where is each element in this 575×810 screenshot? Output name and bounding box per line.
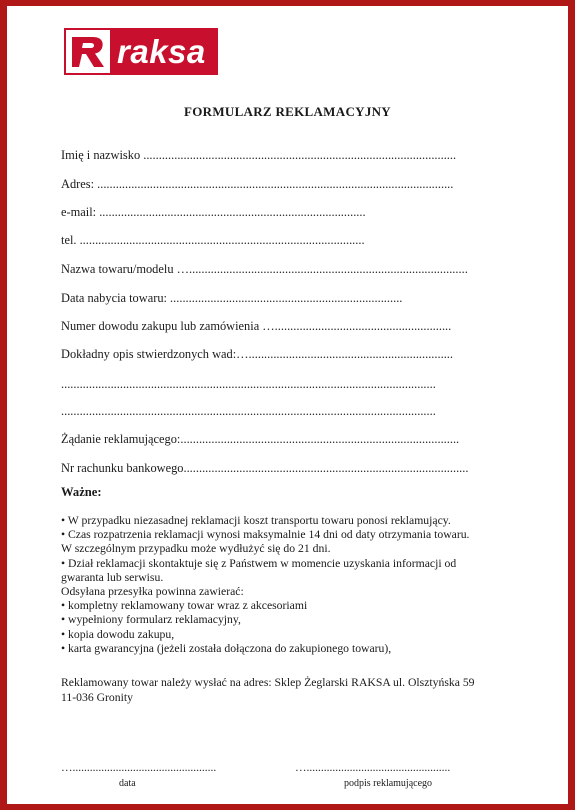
field-defect-description-line-3[interactable]: ......................................................................................................................... [61, 404, 436, 418]
note-line: • Dział reklamacji skontaktuje się z Państwem w momencie uzyskania informacji od [61, 556, 457, 570]
field-phone[interactable]: tel. ............................................................................................ [61, 233, 365, 247]
field-defect-description[interactable]: Dokładny opis stwierdzonych wad:….................................................................. [61, 347, 453, 361]
field-purchase-date[interactable]: Data nabycia towaru: ........................................................................... [61, 291, 403, 305]
important-notes [61, 514, 469, 656]
field-claim-request[interactable]: Żądanie reklamującego:.......................................................................................... [61, 432, 460, 446]
note-line: W szczególnym przypadku może wydłużyć się do 21 dni. [61, 542, 331, 556]
r-logo-icon [66, 30, 110, 73]
note-line: • kopia dowodu zakupu, [61, 627, 175, 641]
note-line: gwaranta lub serwisu. [61, 570, 164, 584]
customer-signature-line[interactable]: ….................................................. [295, 762, 451, 774]
date-label: data [119, 778, 136, 789]
date-signature-line[interactable]: ….................................................. [61, 762, 217, 774]
address-line: Reklamowany towar należy wysłać na adres: Sklep Żeglarski RAKSA ul. Olsztyńska 59 [61, 676, 475, 689]
shipping-address [61, 675, 475, 705]
field-product-model[interactable]: Nazwa towaru/modelu ….......................................................................................... [61, 262, 468, 276]
logo-wordmark: raksa [117, 33, 206, 70]
note-line: Odsyłana przesyłka powinna zawierać: [61, 585, 244, 599]
field-order-number[interactable]: Numer dowodu zakupu lub zamówienia …......................................................... [61, 319, 452, 333]
customer-signature-label: podpis reklamującego [344, 778, 433, 789]
note-line: • wypełniony formularz reklamacyjny, [61, 613, 241, 627]
form-title: FORMULARZ REKLAMACYJNY [183, 104, 391, 119]
raksa-logo [64, 28, 218, 75]
form-page [7, 6, 568, 804]
field-full-name[interactable]: Imię i nazwisko ..................................................................................................... [61, 148, 457, 162]
address-line: 11-036 Gronity [61, 691, 133, 704]
field-bank-account[interactable]: Nr rachunku bankowego............................................................................................ [61, 461, 469, 475]
note-line: • kompletny reklamowany towar wraz z akcesoriami [61, 599, 308, 613]
important-heading: Ważne: [61, 485, 102, 499]
note-line: • karta gwarancyjna (jeżeli została dołączona do zakupionego towaru), [61, 641, 392, 655]
field-defect-description-line-2[interactable]: ......................................................................................................................... [61, 377, 436, 391]
field-email[interactable]: e-mail: ...................................................................................... [61, 205, 366, 219]
note-line: • W przypadku niezasadnej reklamacji koszt transportu towaru ponosi reklamujący. [61, 514, 451, 527]
field-address[interactable]: Adres: ................................................................................................................... [61, 177, 454, 191]
note-line: • Czas rozpatrzenia reklamacji wynosi maksymalnie 14 dni od daty otrzymania towaru. [61, 528, 470, 542]
